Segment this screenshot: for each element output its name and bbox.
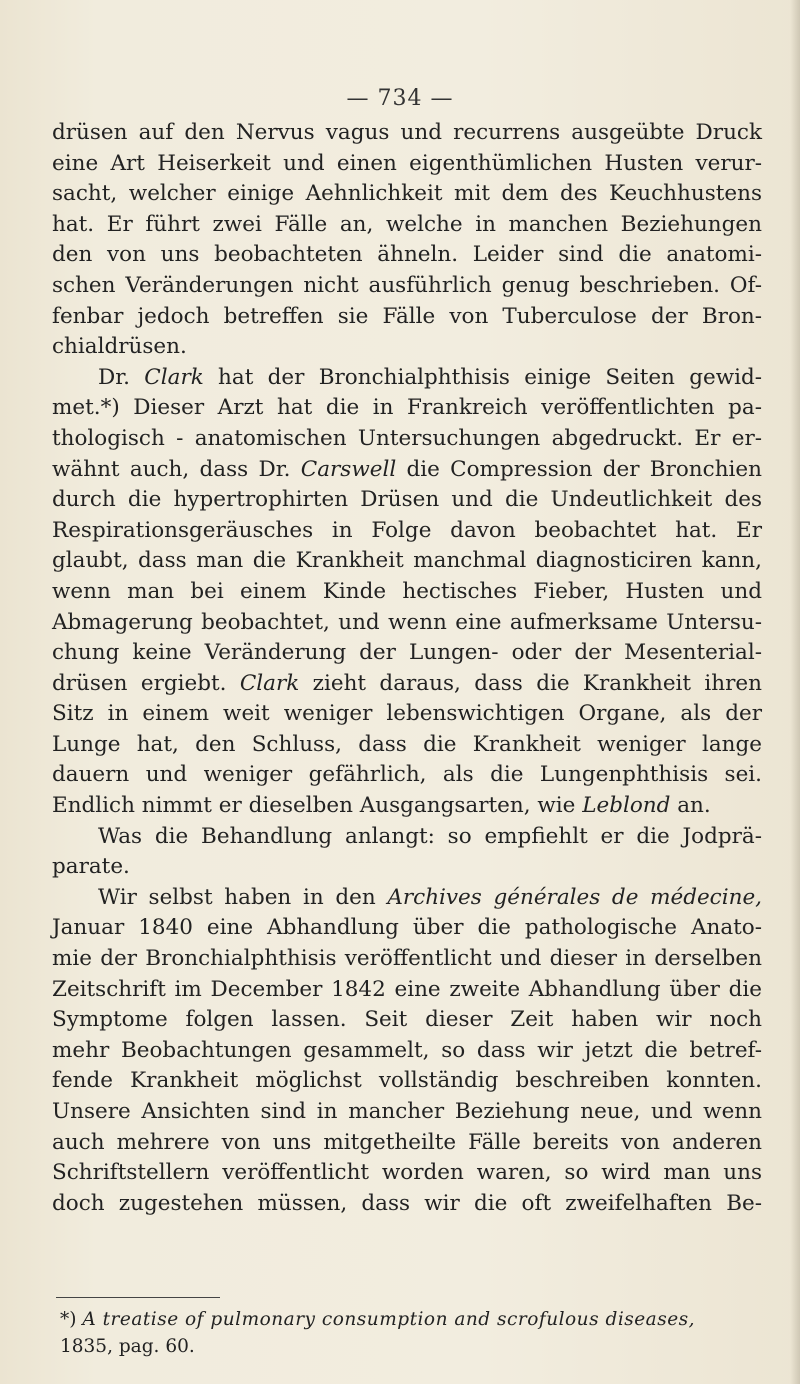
author-name: Clark: [144, 364, 204, 390]
text-line: thologisch - anatomischen Untersuchungen abgedruckt. Er er-: [52, 425, 762, 451]
text-run: zieht daraus, dass die Krankheit ihren: [299, 670, 762, 696]
text-line: parate.: [52, 854, 130, 880]
text-line: glaubt, dass man die Krankheit manchmal diagnosticiren kann,: [52, 548, 762, 574]
text-line: auch mehrere von uns mitgetheilte Fälle bereits von anderen: [52, 1129, 762, 1155]
page-edge-shadow: [790, 0, 800, 1384]
paragraph-2: [52, 363, 762, 822]
paragraph-4: [52, 883, 762, 1220]
text-line: [52, 669, 762, 700]
paragraph-3: [52, 822, 762, 883]
page-number: — 734 —: [346, 86, 454, 111]
text-line: [52, 363, 762, 394]
author-name: Clark: [239, 670, 300, 696]
text-line: fende Krankheit möglichst vollständig beschreiben konnten.: [52, 1068, 762, 1094]
text-line: fenbar jedoch betreffen sie Fälle von Tuberculose der Bron-: [52, 303, 762, 329]
footnote-rule: [56, 1297, 220, 1298]
paragraph-1: [52, 118, 762, 363]
text-run: drüsen ergiebt.: [52, 670, 240, 696]
author-name: Leblond: [582, 793, 671, 819]
text-run: wähnt auch, dass Dr.: [52, 456, 301, 482]
author-name: Carswell: [300, 456, 397, 482]
text-line: doch zugestehen müssen, dass wir die oft zweifelhaften Be-: [52, 1190, 762, 1216]
text-run: hat der Bronchialphthisis einige Seiten gewid-: [203, 364, 762, 390]
text-run: die Compression der Bronchien: [396, 456, 762, 482]
footnote-line: 1835, pag. 60.: [60, 1336, 195, 1357]
text-line: Zeitschrift im December 1842 eine zweite Abhandlung über die: [52, 976, 762, 1002]
text-line: Respirationsgeräusches in Folge davon beobachtet hat. Er: [52, 517, 762, 543]
text-line: Was die Behandlung anlangt: so empfiehlt er die Jodprä-: [98, 823, 762, 849]
text-run: Wir selbst haben in den: [98, 884, 388, 910]
text-line: Lunge hat, den Schluss, dass die Krankheit weniger lange: [52, 731, 762, 757]
text-line: den von uns beobachteten ähneln. Leider sind die anatomi-: [52, 242, 762, 268]
text-line: Schriftstellern veröffentlicht worden waren, so wird man uns: [52, 1160, 762, 1186]
text-line: chung keine Veränderung der Lungen- oder der Mesenterial-: [52, 640, 762, 666]
text-line: chialdrüsen.: [52, 334, 187, 360]
text-line: mehr Beobachtungen gesammelt, so dass wir jetzt die betref-: [52, 1037, 762, 1063]
text-line: dauern und weniger gefährlich, als die Lungenphthisis sei.: [52, 762, 762, 788]
text-line: wenn man bei einem Kinde hectisches Fieber, Husten und: [52, 578, 762, 604]
text-run: Endlich nimmt er dieselben Ausgangsarten, wie: [52, 793, 583, 819]
footnote-mark: *): [60, 1309, 83, 1330]
text-run: Dr.: [98, 364, 145, 390]
footnote: [60, 1306, 760, 1360]
text-line: [52, 791, 762, 822]
text-line: Abmagerung beobachtet, und wenn eine aufmerksame Untersu-: [52, 609, 762, 635]
text-line: durch die hypertrophirten Drüsen und die Undeutlichkeit des: [52, 487, 762, 513]
text-line: hat. Er führt zwei Fälle an, welche in manchen Beziehungen: [52, 211, 762, 237]
text-line: drüsen auf den Nervus vagus und recurrens ausgeübte Druck: [52, 120, 762, 145]
footnote-title: A treatise of pulmonary consumption and scrofulous diseases,: [82, 1309, 696, 1330]
text-line: schen Veränderungen nicht ausführlich genug beschrieben. Of-: [52, 272, 762, 298]
text-line: [52, 455, 762, 486]
text-line: [52, 883, 762, 914]
text-line: sacht, welcher einige Aehnlichkeit mit dem des Keuchhustens: [52, 181, 762, 207]
text-line: eine Art Heiserkeit und einen eigenthümlichen Husten verur-: [52, 150, 762, 176]
footnote-line: [60, 1306, 760, 1333]
text-run: an.: [670, 793, 711, 819]
text-line: Januar 1840 eine Abhandlung über die pathologische Anato-: [52, 915, 762, 941]
text-line: met.*) Dieser Arzt hat die in Frankreich veröffentlichten pa-: [52, 395, 762, 421]
journal-title: Archives générales de médecine,: [387, 884, 763, 910]
body-text: [52, 118, 762, 1219]
text-line: mie der Bronchialphthisis veröffentlicht und dieser in derselben: [52, 946, 762, 972]
text-line: Symptome folgen lassen. Seit dieser Zeit haben wir noch: [52, 1007, 762, 1033]
text-line: Unsere Ansichten sind in mancher Beziehung neue, und wenn: [52, 1099, 762, 1124]
text-line: Sitz in einem weit weniger lebenswichtigen Organe, als der: [52, 701, 762, 727]
